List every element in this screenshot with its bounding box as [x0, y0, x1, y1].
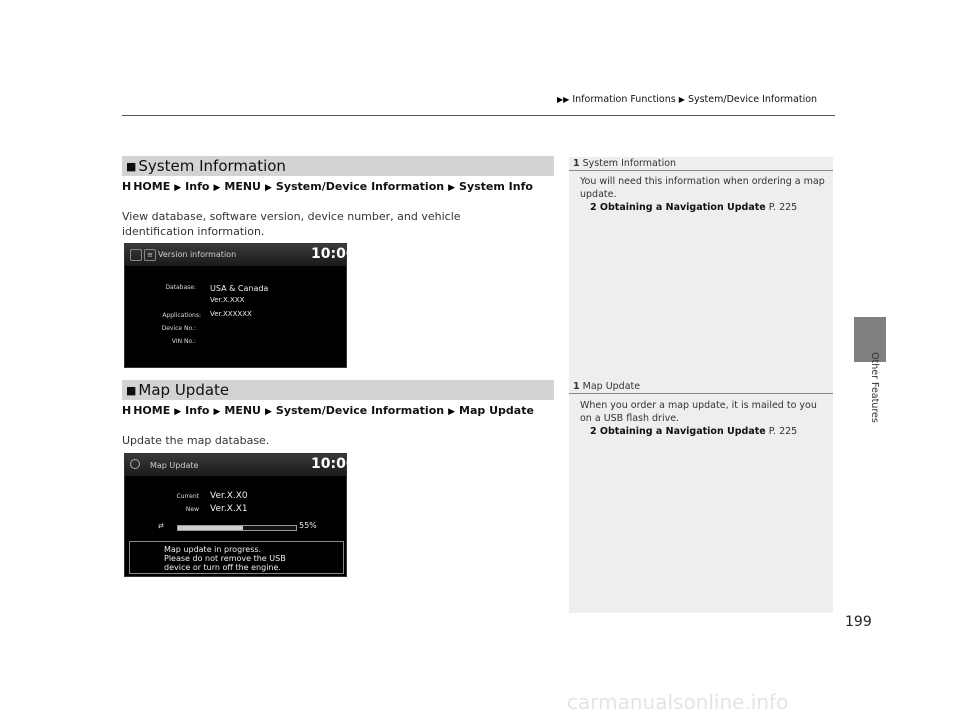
- screen-version-information: [124, 243, 356, 368]
- path-sysdev: System/Device Information: [275, 180, 445, 193]
- database-value: USA & Canada: [210, 284, 269, 293]
- path-home: HOME: [133, 180, 171, 193]
- arrow-icon: ▶: [174, 407, 182, 417]
- screen-title: Map Update: [150, 461, 199, 470]
- note-rule: [569, 170, 833, 171]
- message-line: Please do not remove the USB: [164, 554, 286, 563]
- square-bullet-icon: ■: [126, 159, 137, 173]
- note-body-map-update: [580, 399, 828, 438]
- screen-map-update: [124, 453, 356, 577]
- breadcrumb-part1: Information Functions: [572, 94, 676, 105]
- home-icon: H: [122, 180, 132, 193]
- xref-arrow-icon: 2: [590, 202, 600, 213]
- arrow-icon: ▶: [213, 183, 221, 193]
- path-menu: MENU: [224, 404, 261, 417]
- arrow-icon: ▶: [174, 183, 182, 193]
- xref-arrow-icon: 2: [590, 426, 600, 437]
- database-label: Database:: [165, 284, 196, 291]
- current-label: Current: [176, 493, 199, 500]
- page-number: 199: [845, 614, 872, 630]
- back-icon: [130, 249, 142, 261]
- note-text: When you order a map update, it is mailed to you on a USB flash drive.: [580, 400, 817, 424]
- section-heading-system-info: [122, 156, 554, 176]
- note-body-system-info: [580, 175, 828, 214]
- description-map-update: Update the map database.: [122, 434, 270, 447]
- screen-clock: 10:00: [311, 246, 356, 262]
- message-box: [129, 541, 344, 574]
- side-label-wrap: [868, 352, 880, 432]
- vin-label: VIN No.:: [171, 338, 196, 345]
- new-value: Ver.X.X1: [210, 504, 248, 514]
- section-heading-text: Map Update: [138, 381, 230, 399]
- note-title-system-info: 1 System Information: [573, 158, 677, 169]
- arrow-icon: ▶: [448, 407, 456, 417]
- breadcrumb-part2: System/Device Information: [687, 94, 818, 105]
- menu-path-system-info: [122, 180, 533, 193]
- menu-path-map-update: [122, 404, 534, 417]
- breadcrumb: [557, 94, 817, 105]
- list-icon: ≡: [144, 249, 156, 261]
- info-icon: [130, 459, 140, 469]
- message-line: Map update in progress.: [164, 545, 262, 554]
- path-info: Info: [185, 180, 210, 193]
- path-info: Info: [185, 404, 210, 417]
- arrow-icon: ▶: [678, 95, 685, 104]
- double-arrow-icon: ▶▶: [557, 95, 570, 104]
- path-target: Map Update: [459, 404, 534, 417]
- header-rule: [122, 115, 835, 116]
- device-label: Device No.:: [161, 325, 196, 332]
- progress-bar: [177, 525, 297, 531]
- note-icon: 1: [573, 381, 580, 392]
- message-line: device or turn off the engine.: [164, 563, 281, 572]
- path-menu: MENU: [224, 180, 261, 193]
- note-icon: 1: [573, 158, 580, 169]
- update-refresh-icon: ⇄: [158, 522, 164, 530]
- watermark: carmanualsonline.info: [567, 690, 789, 714]
- cross-reference[interactable]: 2 Obtaining a Navigation Update P. 225: [590, 202, 798, 213]
- square-bullet-icon: ■: [126, 383, 137, 397]
- note-rule: [569, 393, 833, 394]
- current-value: Ver.X.X0: [210, 491, 248, 501]
- cross-reference[interactable]: 2 Obtaining a Navigation Update P. 225: [590, 426, 798, 437]
- applications-value: Ver.XXXXXX: [210, 310, 252, 318]
- arrow-icon: ▶: [213, 407, 221, 417]
- description-system-info: View database, software version, device number, and vehicle identification information.: [122, 210, 461, 238]
- section-heading-text: System Information: [138, 157, 286, 175]
- side-label: Other Features: [869, 352, 880, 423]
- arrow-icon: ▶: [264, 183, 272, 193]
- screen-clock: 10:00: [311, 456, 356, 472]
- arrow-icon: ▶: [264, 407, 272, 417]
- applications-label: Applications:: [162, 312, 201, 319]
- screen-title: Version information: [158, 250, 237, 259]
- note-text: You will need this information when ordering a map update.: [580, 176, 825, 200]
- path-sysdev: System/Device Information: [275, 404, 445, 417]
- note-title-map-update: 1 Map Update: [573, 381, 641, 392]
- progress-percent: 55%: [299, 521, 317, 530]
- progress-fill: [178, 526, 243, 530]
- section-heading-map-update: [122, 380, 554, 400]
- home-icon: H: [122, 404, 132, 417]
- arrow-icon: ▶: [448, 183, 456, 193]
- path-target: System Info: [459, 180, 533, 193]
- new-label: New: [185, 506, 199, 513]
- database-version: Ver.X.XXX: [210, 296, 245, 304]
- path-home: HOME: [133, 404, 171, 417]
